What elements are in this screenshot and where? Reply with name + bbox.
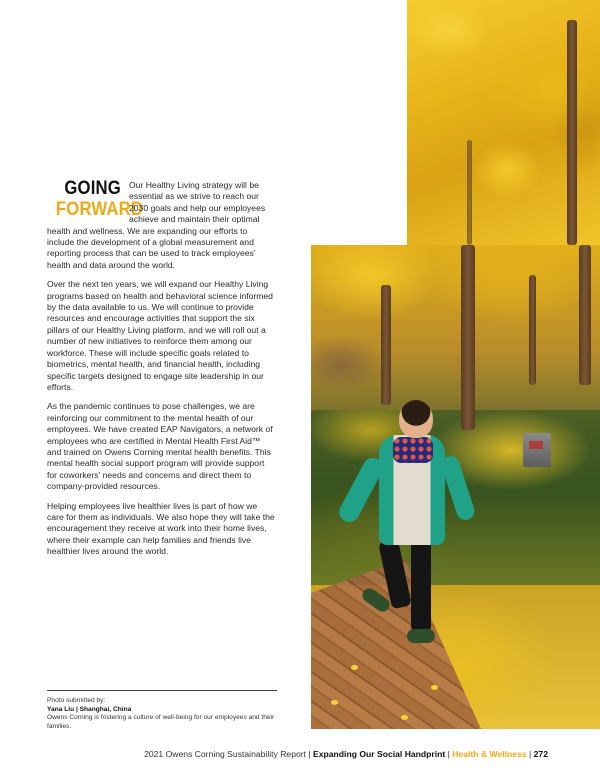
leaf <box>331 700 338 705</box>
footer-subsection: Health & Wellness <box>452 749 527 759</box>
footer-separator: | <box>445 749 453 759</box>
page-footer <box>144 749 548 759</box>
paragraph-4: Helping employees live healthier lives is part of how we care for them as individuals. We also hope they will take the encouragement they receive at work into their home lives, where their example can help families and friends live healthier lives around the world. <box>47 500 275 557</box>
tree-trunk <box>461 245 475 430</box>
footer-separator: | <box>526 749 534 759</box>
caption-label: Photo submitted by: <box>47 697 106 704</box>
leaf <box>401 715 408 720</box>
garden-lamp <box>523 433 551 467</box>
heading-line-forward: FORWARD <box>55 199 144 220</box>
tree-trunk <box>529 275 536 385</box>
leaf <box>431 685 438 690</box>
leaf <box>351 665 358 670</box>
tree-trunk <box>579 245 591 385</box>
photo-child-walking-on-ginkgo-leaves <box>311 245 600 729</box>
heading-line-going: GOING <box>64 178 121 199</box>
caption-text: Owens Corning is fostering a culture of well-being for our employees and their families. <box>47 714 275 730</box>
child-head <box>399 400 433 438</box>
paragraph-1: Our Healthy Living strategy will be essential as we strive to reach our 2030 goals and help our employees achieve and maintain their optimal health and wellness. We are expanding our efforts to include the development of a global measurement and reporting process that can be used to track employees' health and data around the world. <box>47 180 266 270</box>
photo-foliage-top <box>407 0 600 245</box>
heading-spacer <box>47 180 144 224</box>
child-collar <box>393 437 433 463</box>
photo-caption <box>47 690 277 731</box>
paragraph-3: As the pandemic continues to pose challenges, we are reinforcing our commitment to the mental health of our employees. We have created EAP Navigators, a network of employees who are certified in Mental Health First Aid™ and trained on Owens Corning mental health benefits. This mental health social support program will provide support for coworkers' needs and concerns and direct them to company-provided resources. <box>47 401 273 492</box>
tree-branch <box>467 140 472 245</box>
paragraph-2: Over the next ten years, we will expand our Healthy Living programs based on health and behavioral science informed by the data available to us. We will continue to provide resources and encourage activities that support the six pillars of our Healthy Living platform, and we will roll out a number of new initiatives to reinforce them among our workforce. These will include specific goals related to biometrics, mental health, and financial health, including specific targets designed to engage site leadership in our efforts. <box>47 279 273 392</box>
lamp-tag <box>529 441 543 449</box>
footer-section: Expanding Our Social Handprint <box>313 749 446 759</box>
tree-trunk <box>567 20 577 245</box>
child-shoe <box>407 629 435 643</box>
body-text <box>47 180 275 566</box>
footer-report-title: 2021 Owens Corning Sustainability Report | <box>144 749 314 759</box>
caption-author: Yana Liu | Shanghai, China <box>47 705 132 713</box>
page-number: 272 <box>533 749 548 759</box>
tree-trunk <box>381 285 391 405</box>
child-leg <box>411 540 431 632</box>
